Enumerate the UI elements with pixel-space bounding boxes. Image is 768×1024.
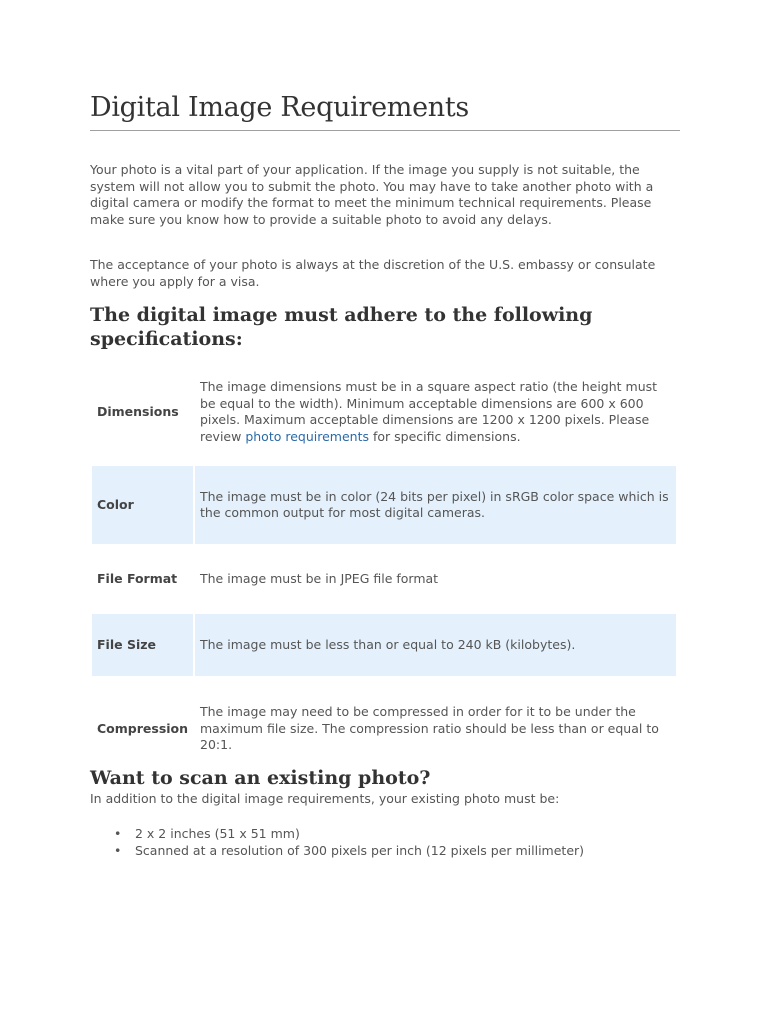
specs-table: [92, 366, 676, 774]
spec-label-file-format: File Format: [92, 552, 195, 606]
gap-cell: [92, 458, 195, 466]
spec-row-dimensions: [92, 366, 676, 458]
spec-value-compression: The image may need to be compressed in order for it to be under the maximum file size. The compression ratio should be less than or equal to 20:1.: [200, 704, 659, 753]
spec-value-dimensions: [195, 366, 676, 458]
spec-label-color: Color: [92, 466, 195, 544]
title-divider: [90, 130, 680, 131]
spec-value-file-size: The image must be less than or equal to 240 kB (kilobytes).: [195, 614, 676, 676]
spec-row-file-size: [92, 614, 676, 676]
spec-text-dimensions-end: for specific dimensions.: [368, 428, 521, 444]
gap-cell: [195, 458, 676, 466]
spec-text-dimensions: The image dimensions must be in a square aspect ratio (the height must be equal to the width). Minimum acceptable dimensions are 600 x 600 pixels. Maximum acceptable dimensions are 1200 x 1200 pixels. Please review: [200, 379, 658, 444]
spec-row-color: [92, 466, 676, 544]
spec-row-compression: [92, 684, 676, 774]
list-item: [110, 825, 670, 842]
row-gap: [92, 458, 676, 466]
list-item-text: Scanned at a resolution of 300 pixels per inch (12 pixels per millimeter): [135, 843, 585, 858]
spec-label-file-size: File Size: [92, 614, 195, 676]
row-gap: [92, 544, 676, 552]
gap-cell: [92, 676, 195, 684]
gap-cell: [195, 544, 676, 552]
page-title: Digital Image Requirements: [90, 92, 469, 123]
gap-cell: [92, 606, 195, 614]
spec-value-color: The image must be in color (24 bits per pixel) in sRGB color space which is the common output for most digital cameras.: [195, 466, 676, 544]
spec-row-file-format: [92, 552, 676, 606]
list-item: [110, 842, 670, 859]
scan-heading: Want to scan an existing photo?: [90, 767, 431, 789]
bullet-icon: •: [114, 826, 122, 841]
specs-heading: The digital image must adhere to the following specifications:: [90, 304, 593, 350]
row-gap: [92, 606, 676, 614]
bullet-icon: •: [114, 843, 122, 858]
gap-cell: [195, 676, 676, 684]
scan-intro: In addition to the digital image requirements, your existing photo must be:: [90, 791, 560, 806]
row-gap: [92, 676, 676, 684]
list-item-text: 2 x 2 inches (51 x 51 mm): [135, 826, 300, 841]
scan-requirements-list: [110, 825, 670, 859]
spec-label-dimensions: Dimensions: [92, 366, 195, 458]
intro-paragraph-1: Your photo is a vital part of your application. If the image you supply is not suitable, the system will not allow you to submit the photo. You may have to take another photo with a digital camera or modify the format to meet the minimum technical requirements. Please make sure you know how to provide a suitable photo to avoid any delays.: [90, 162, 654, 227]
spec-label-compression: Compression: [92, 684, 195, 774]
spec-value-file-format: The image must be in JPEG file format: [200, 570, 439, 586]
gap-cell: [92, 544, 195, 552]
intro-paragraph-2: The acceptance of your photo is always at the discretion of the U.S. embassy or consulate where you apply for a visa.: [90, 257, 656, 289]
photo-requirements-link[interactable]: photo requirements: [245, 428, 369, 444]
gap-cell: [195, 606, 676, 614]
